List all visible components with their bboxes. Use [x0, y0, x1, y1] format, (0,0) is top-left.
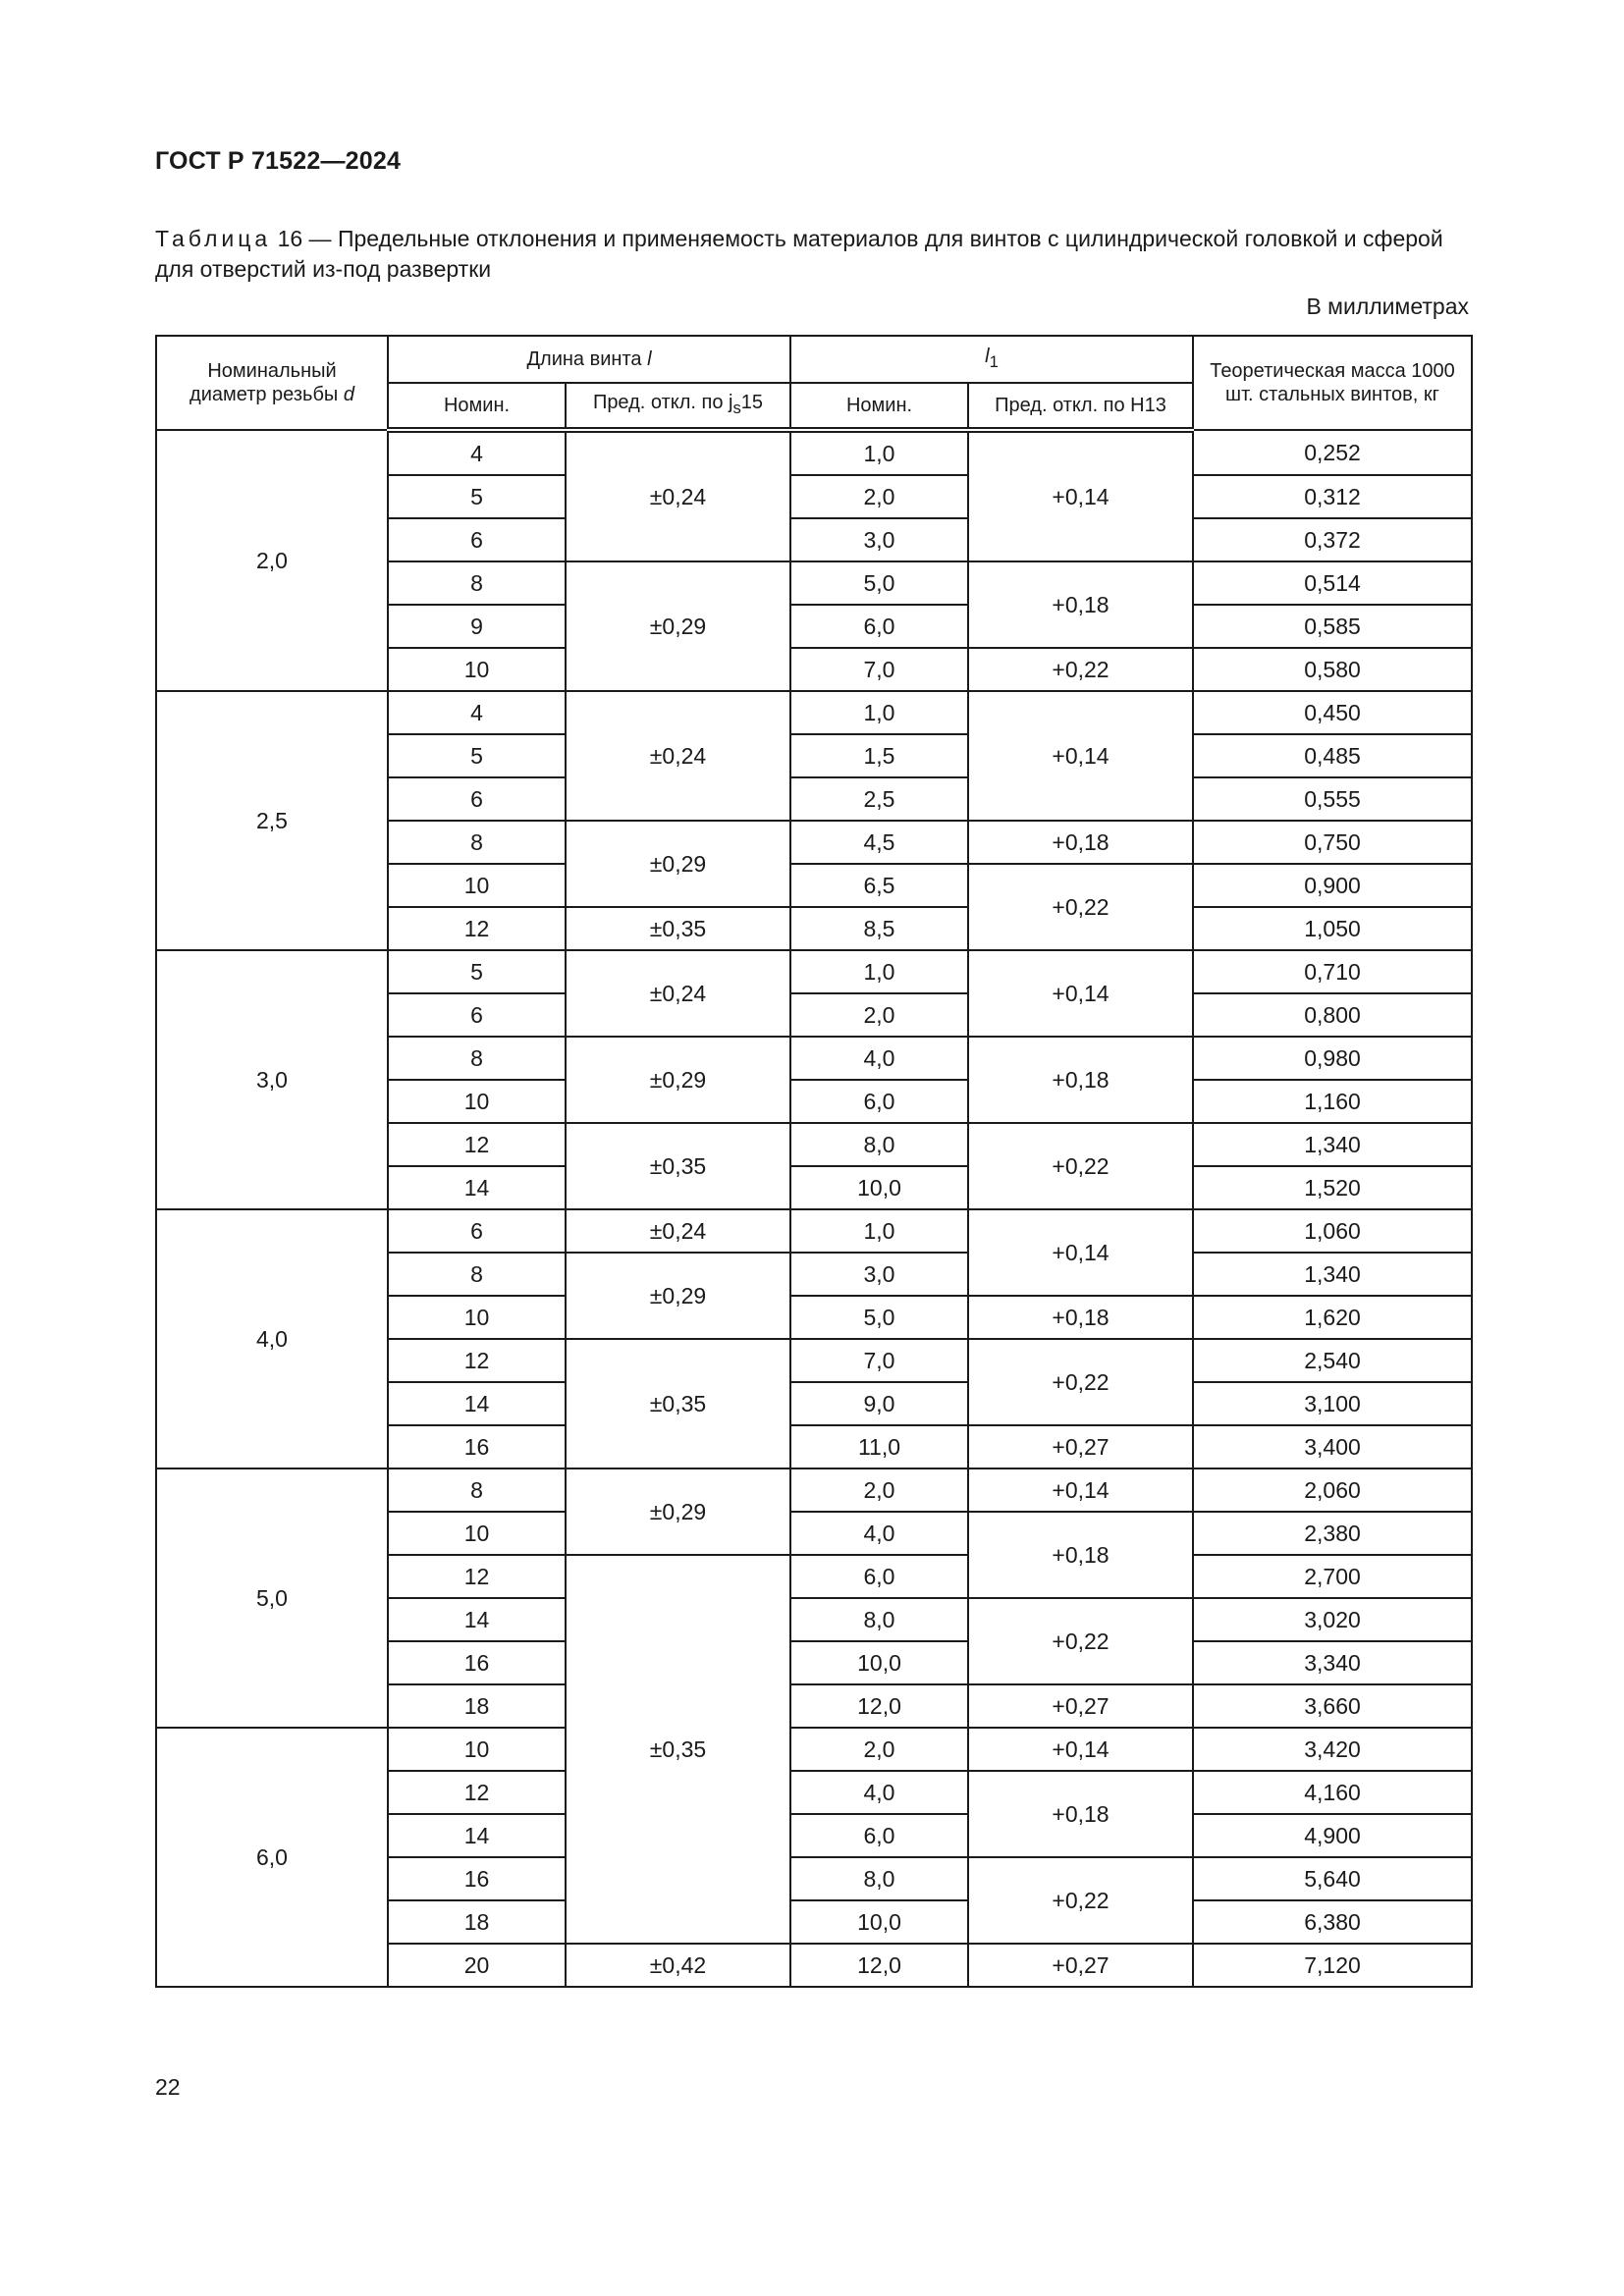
cell-l1-tol: +0,18 [968, 1037, 1193, 1123]
cell-d: 3,0 [156, 950, 388, 1209]
cell-l: 20 [388, 1944, 566, 1987]
cell-l-tol: ±0,35 [566, 907, 790, 950]
cell-l1-tol: +0,22 [968, 648, 1193, 691]
cell-mass: 1,340 [1193, 1123, 1472, 1166]
cell-mass: 0,555 [1193, 777, 1472, 821]
cell-mass: 0,900 [1193, 864, 1472, 907]
cell-l1: 1,5 [790, 734, 968, 777]
cell-l: 6 [388, 1209, 566, 1253]
cell-l1: 12,0 [790, 1684, 968, 1728]
cell-l: 9 [388, 605, 566, 648]
header-l-tolerance-suffix: 15 [740, 392, 764, 413]
cell-l1: 12,0 [790, 1944, 968, 1987]
cell-mass: 0,980 [1193, 1037, 1472, 1080]
header-mass: Теоретическая масса 1000 шт. стальных винтов, кг [1193, 336, 1472, 430]
cell-l: 14 [388, 1166, 566, 1209]
table-header-row [156, 336, 1472, 383]
header-l-symbol: l [647, 348, 652, 370]
header-l1-nominal: Номин. [790, 383, 968, 430]
cell-l: 8 [388, 1037, 566, 1080]
cell-l-tol: ±0,29 [566, 1253, 790, 1339]
cell-l-tol: ±0,24 [566, 1209, 790, 1253]
cell-l: 6 [388, 993, 566, 1037]
header-l1 [790, 336, 1193, 383]
cell-mass: 3,020 [1193, 1598, 1472, 1641]
cell-l: 12 [388, 1771, 566, 1814]
cell-l: 18 [388, 1900, 566, 1944]
cell-l1: 4,0 [790, 1037, 968, 1080]
cell-mass: 0,252 [1193, 430, 1472, 475]
cell-l1: 5,0 [790, 561, 968, 605]
cell-l1: 4,0 [790, 1512, 968, 1555]
cell-mass: 0,800 [1193, 993, 1472, 1037]
cell-l: 6 [388, 777, 566, 821]
cell-l: 6 [388, 518, 566, 561]
cell-l1: 6,0 [790, 1814, 968, 1857]
cell-mass: 3,340 [1193, 1641, 1472, 1684]
cell-l1: 6,0 [790, 605, 968, 648]
cell-l1-tol: +0,27 [968, 1684, 1193, 1728]
cell-l-tol: ±0,24 [566, 950, 790, 1037]
table-caption [155, 224, 1471, 285]
table-caption-text: 16 — Предельные отклонения и применяемость материалов для винтов с цилиндрической головкой и сферой для отверстий из-под развертки [155, 226, 1443, 282]
cell-l1: 10,0 [790, 1641, 968, 1684]
cell-l1: 8,5 [790, 907, 968, 950]
cell-mass: 0,312 [1193, 475, 1472, 518]
cell-l1: 6,0 [790, 1080, 968, 1123]
cell-l: 5 [388, 950, 566, 993]
table-row [156, 1209, 1472, 1253]
cell-l: 10 [388, 648, 566, 691]
cell-l1-tol: +0,14 [968, 1209, 1193, 1296]
cell-mass: 5,640 [1193, 1857, 1472, 1900]
cell-mass: 0,450 [1193, 691, 1472, 734]
cell-l1: 4,5 [790, 821, 968, 864]
cell-l-tol: ±0,35 [566, 1339, 790, 1468]
header-l-tolerance-sub: s [732, 399, 741, 417]
cell-l1-tol: +0,18 [968, 1512, 1193, 1598]
cell-l1: 8,0 [790, 1598, 968, 1641]
header-nominal-diameter-line1: Номинальный [207, 360, 337, 382]
header-l1-symbol: l [985, 346, 990, 367]
cell-l-tol: ±0,42 [566, 1944, 790, 1987]
cell-mass: 1,340 [1193, 1253, 1472, 1296]
cell-mass: 4,160 [1193, 1771, 1472, 1814]
cell-l1: 2,0 [790, 993, 968, 1037]
cell-l: 14 [388, 1598, 566, 1641]
cell-l: 12 [388, 1123, 566, 1166]
table-row [156, 430, 1472, 475]
cell-l1-tol: +0,18 [968, 1771, 1193, 1857]
header-screw-length-label: Длина винта [526, 348, 642, 370]
cell-l1: 6,0 [790, 1555, 968, 1598]
cell-l-tol: ±0,29 [566, 561, 790, 691]
cell-l: 4 [388, 691, 566, 734]
cell-l1: 8,0 [790, 1857, 968, 1900]
cell-l1: 3,0 [790, 518, 968, 561]
cell-l-tol: ±0,24 [566, 691, 790, 821]
header-l-tolerance-prefix: Пред. откл. по j [592, 392, 733, 413]
cell-mass: 3,660 [1193, 1684, 1472, 1728]
units-note: В миллиметрах [1306, 294, 1469, 319]
cell-mass: 1,160 [1193, 1080, 1472, 1123]
cell-mass: 0,585 [1193, 605, 1472, 648]
cell-l1-tol: +0,22 [968, 1857, 1193, 1944]
cell-l: 14 [388, 1814, 566, 1857]
cell-mass: 6,380 [1193, 1900, 1472, 1944]
table-row [156, 691, 1472, 734]
document-id: ГОСТ Р 71522—2024 [155, 147, 402, 175]
cell-mass: 2,540 [1193, 1339, 1472, 1382]
cell-l1: 7,0 [790, 1339, 968, 1382]
cell-l: 16 [388, 1641, 566, 1684]
cell-l1-tol: +0,14 [968, 430, 1193, 561]
header-l-nominal: Номин. [388, 383, 566, 430]
cell-l: 8 [388, 1253, 566, 1296]
cell-l1-tol: +0,27 [968, 1425, 1193, 1468]
cell-l1: 1,0 [790, 430, 968, 475]
header-l1-sub: 1 [989, 352, 999, 371]
cell-mass: 7,120 [1193, 1944, 1472, 1987]
cell-l-tol: ±0,35 [566, 1555, 790, 1944]
cell-l1: 1,0 [790, 1209, 968, 1253]
cell-d: 2,5 [156, 691, 388, 950]
cell-l1-tol: +0,14 [968, 1468, 1193, 1512]
page-number: 22 [155, 2074, 181, 2100]
cell-l-tol: ±0,35 [566, 1123, 790, 1209]
table-row [156, 1468, 1472, 1512]
cell-l: 10 [388, 1728, 566, 1771]
cell-mass: 3,100 [1193, 1382, 1472, 1425]
header-nominal-diameter [156, 336, 388, 430]
cell-mass: 0,485 [1193, 734, 1472, 777]
cell-l1: 1,0 [790, 691, 968, 734]
data-table [155, 335, 1473, 1988]
cell-mass: 2,060 [1193, 1468, 1472, 1512]
cell-l1: 9,0 [790, 1382, 968, 1425]
cell-l: 5 [388, 734, 566, 777]
header-screw-length [388, 336, 790, 383]
header-l-tolerance [566, 383, 790, 430]
cell-mass: 3,400 [1193, 1425, 1472, 1468]
cell-d: 5,0 [156, 1468, 388, 1728]
cell-l: 12 [388, 1339, 566, 1382]
cell-d: 6,0 [156, 1728, 388, 1987]
header-l1-tolerance: Пред. откл. по H13 [968, 383, 1193, 430]
cell-l: 4 [388, 430, 566, 475]
cell-l: 16 [388, 1857, 566, 1900]
cell-l1: 7,0 [790, 648, 968, 691]
cell-l1-tol: +0,27 [968, 1944, 1193, 1987]
header-nominal-diameter-line2: диаметр резьбы [189, 384, 339, 405]
cell-l1: 1,0 [790, 950, 968, 993]
cell-l-tol: ±0,29 [566, 821, 790, 907]
cell-l-tol: ±0,24 [566, 430, 790, 561]
cell-mass: 4,900 [1193, 1814, 1472, 1857]
table-row [156, 1728, 1472, 1771]
cell-mass: 2,380 [1193, 1512, 1472, 1555]
cell-l: 8 [388, 561, 566, 605]
cell-mass: 2,700 [1193, 1555, 1472, 1598]
cell-l1-tol: +0,22 [968, 1598, 1193, 1684]
cell-l1: 4,0 [790, 1771, 968, 1814]
cell-l1: 5,0 [790, 1296, 968, 1339]
cell-l1: 3,0 [790, 1253, 968, 1296]
cell-l-tol: ±0,29 [566, 1037, 790, 1123]
cell-mass: 0,710 [1193, 950, 1472, 993]
cell-mass: 3,420 [1193, 1728, 1472, 1771]
cell-l1-tol: +0,14 [968, 950, 1193, 1037]
cell-l: 10 [388, 864, 566, 907]
cell-l: 10 [388, 1080, 566, 1123]
cell-l1: 6,5 [790, 864, 968, 907]
cell-l1: 2,0 [790, 1468, 968, 1512]
table-caption-label: Таблица [155, 226, 272, 251]
cell-l: 8 [388, 1468, 566, 1512]
cell-l1: 2,0 [790, 475, 968, 518]
cell-mass: 1,060 [1193, 1209, 1472, 1253]
cell-mass: 0,580 [1193, 648, 1472, 691]
cell-d: 4,0 [156, 1209, 388, 1468]
header-d-symbol: d [343, 384, 354, 405]
cell-l1: 10,0 [790, 1166, 968, 1209]
cell-l1-tol: +0,22 [968, 1339, 1193, 1425]
cell-l1: 2,5 [790, 777, 968, 821]
cell-l: 16 [388, 1425, 566, 1468]
cell-l: 12 [388, 907, 566, 950]
cell-l1-tol: +0,18 [968, 1296, 1193, 1339]
cell-l-tol: ±0,29 [566, 1468, 790, 1555]
cell-l: 12 [388, 1555, 566, 1598]
cell-l: 18 [388, 1684, 566, 1728]
cell-mass: 0,514 [1193, 561, 1472, 605]
cell-l1-tol: +0,14 [968, 691, 1193, 821]
cell-l: 14 [388, 1382, 566, 1425]
cell-mass: 1,050 [1193, 907, 1472, 950]
cell-l1: 10,0 [790, 1900, 968, 1944]
cell-l1: 11,0 [790, 1425, 968, 1468]
cell-l1-tol: +0,14 [968, 1728, 1193, 1771]
cell-d: 2,0 [156, 430, 388, 691]
cell-l: 10 [388, 1512, 566, 1555]
cell-mass: 0,750 [1193, 821, 1472, 864]
cell-l1-tol: +0,18 [968, 561, 1193, 648]
cell-l1-tol: +0,22 [968, 864, 1193, 950]
cell-l1: 2,0 [790, 1728, 968, 1771]
cell-l: 10 [388, 1296, 566, 1339]
cell-l: 8 [388, 821, 566, 864]
cell-mass: 1,620 [1193, 1296, 1472, 1339]
cell-l: 5 [388, 475, 566, 518]
cell-l1-tol: +0,22 [968, 1123, 1193, 1209]
cell-l1: 8,0 [790, 1123, 968, 1166]
cell-mass: 0,372 [1193, 518, 1472, 561]
cell-l1-tol: +0,18 [968, 821, 1193, 864]
cell-mass: 1,520 [1193, 1166, 1472, 1209]
table-row [156, 950, 1472, 993]
